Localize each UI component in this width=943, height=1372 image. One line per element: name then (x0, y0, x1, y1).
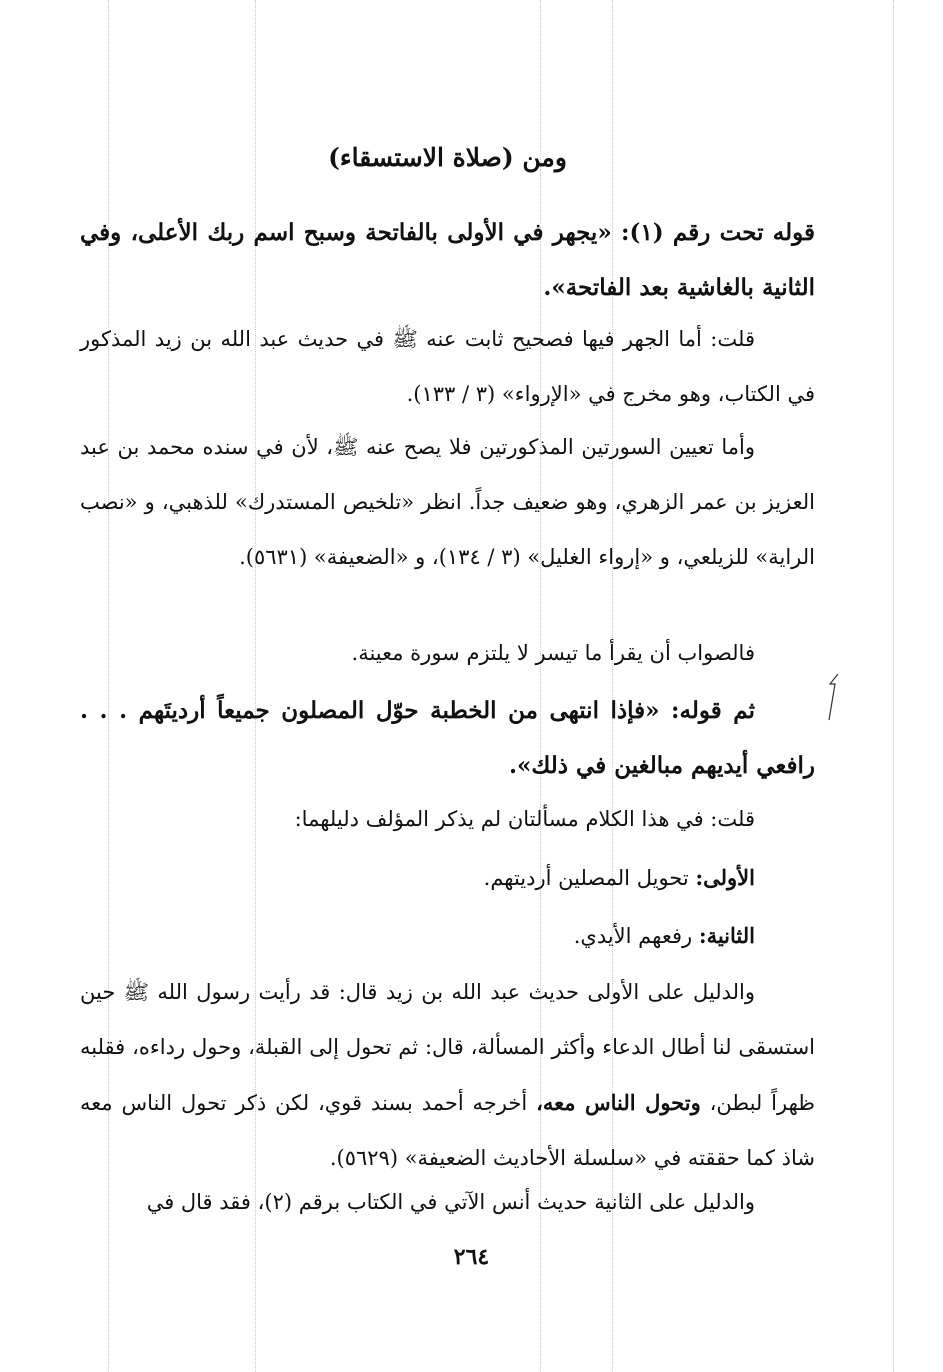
list-item (80, 908, 815, 964)
margin-mark (826, 672, 840, 722)
paragraph: وأما تعيين السورتين المذكورتين فلا يصح عنه ﷺ، لأن في سنده محمد بن عبد العزيز بن عمر الزهري، وهو ضعيف جداً. انظر «تلخيص المستدرك» للذهبي، و «نصب الراية» للزيلعي، و «إرواء الغليل» (٣ / ١٣٤)، و «الضعيفة» (٥٦٣١). (80, 435, 815, 569)
paragraph-bold-text: وتحول الناس معه، (536, 1090, 701, 1115)
list-item-label: الثانية: (698, 923, 755, 948)
list-item-label: الأولى: (695, 865, 755, 890)
paragraph: والدليل على الثانية حديث أنس الآتي في الكتاب برقم (٢)، فقد قال في (146, 1190, 755, 1214)
paragraph-text: والدليل على الأولى حديث عبد الله بن زيد قال: قد رأيت رسول الله ﷺ حين استسقى لنا أطال الدعاء وأكثر المسألة، قال: ثم تحول إلى القبلة، وحول رداءه، فقلبه ظهراً لبطن، (80, 980, 815, 1115)
paragraph: فالصواب أن يقرأ ما تيسر لا يلتزم سورة معينة. (351, 641, 755, 665)
page-number: ٢٦٤ (453, 1244, 490, 1270)
paragraph: قلت: أما الجهر فيها فصحيح ثابت عنه ﷺ في حديث عبد الله بن زيد المذكور في الكتاب، وهو مخرج في «الإرواء» (٣ / ١٣٣). (80, 327, 815, 406)
paragraph (80, 965, 815, 1186)
paragraph-text: أخرجه أحمد بسند قوي، لكن ذكر تحول الناس معه شاذ كما حققته في «سلسلة الأحاديث الضعيفة» (٥٦٢٩). (80, 1091, 815, 1170)
list-item-text: رفعهم الأيدي. (573, 924, 693, 948)
quoted-paragraph: قوله تحت رقم (١): «يجهر في الأولى بالفاتحة وسبح اسم ربك الأعلى، وفي الثانية بالغاشية بعد الفاتحة». (80, 219, 815, 301)
section-title: ومن (صلاة الاستسقاء) (328, 143, 567, 172)
scan-guide (893, 0, 894, 1372)
paragraph: قلت: في هذا الكلام مسألتان لم يذكر المؤلف دليلهما: (294, 807, 755, 831)
list-item (80, 850, 815, 906)
list-item-text: تحويل المصلين أرديتهم. (483, 866, 689, 890)
quoted-paragraph: ثم قوله: «فإذا انتهى من الخطبة حوّل المصلون جميعاً أرديتَهم . . . رافعي أيديهم مبالغين في ذلك». (80, 697, 815, 779)
